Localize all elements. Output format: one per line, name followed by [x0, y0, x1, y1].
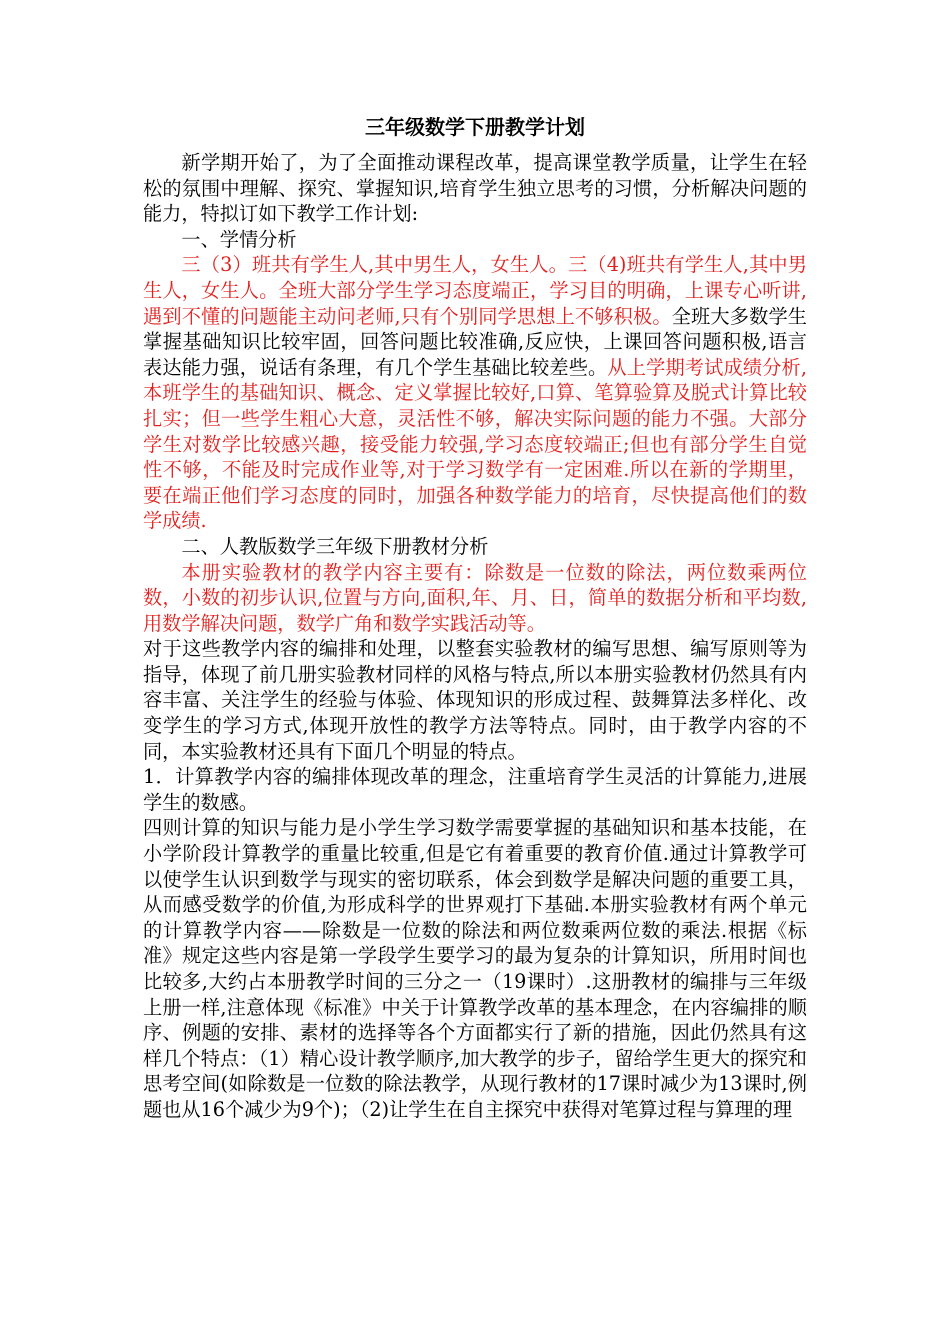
- point-1-heading: 1．计算教学内容的编排体现改革的理念，注重培育学生灵活的计算能力,进展学生的数感。: [143, 765, 807, 814]
- intro-paragraph: 新学期开始了，为了全面推动课程改革，提高课堂教学质量，让学生在轻松的氛围中理解、探究、掌握知识,培育学生独立思考的习惯，分析解决问题的能力，特拟订如下教学工作计划:: [143, 151, 807, 226]
- section-2-heading: 二、人教版数学三年级下册教材分析: [181, 534, 489, 558]
- section-2-body-paragraph: 对于这些教学内容的编排和处理，以整套实验教材的编写思想、编写原则等为指导，体现了前几册实验教材同样的风格与特点,所以本册实验教材仍然具有内容丰富、关注学生的经验与体验、体现知识的形成过程、鼓舞算法多样化、改变学生的学习方式,体现开放性的教学方法等特点。同时，由于教学内容的不同，本实验教材还具有下面几个明显的特点。: [143, 637, 807, 763]
- section-2-content-summary: 本册实验教材的教学内容主要有：除数是一位数的除法，两位数乘两位数，小数的初步认识,位置与方向,面积,年、月、日，简单的数据分析和平均数,用数学解决问题，数学广角和数学实践活动等。: [143, 560, 807, 635]
- basic-knowledge-text: 全班大多数学生掌握基础知识比较牢固，回答问题比较准确,反应快，上课回答问题积极,语言表达能力强，说话有条理，有几个学生基础比较差些。: [143, 304, 807, 379]
- document-page: [143, 112, 807, 1123]
- class-overview-text: 三（3）班共有学生人,其中男生人，女生人。三（4)班共有学生人,其中男生人，女生人。全班大部分学生学习态度端正，学习目的明确，上课专心听讲,遇到不懂的问题能主动问老师,只有个别同学思想上不够积极。: [143, 253, 807, 328]
- exam-analysis-text: 从上学期考试成绩分析,本班学生的基础知识、概念、定义掌握比较好,口算、笔算验算及脱式计算比较扎实；但一些学生粗心大意，灵活性不够，解决实际问题的能力不强。大部分学生对数学比较感兴趣，接受能力较强,学习态度较端正;但也有部分学生自觉性不够，不能及时完成作业等,对于学习数学有一定困难.所以在新的学期里，要在端正他们学习态度的同时，加强各种数学能力的培育，尽快提高他们的数学成绩.: [143, 355, 808, 533]
- point-1-body-paragraph: 四则计算的知识与能力是小学生学习数学需要掌握的基础知识和基本技能，在小学阶段计算教学的重量比较重,但是它有着重要的教育价值.通过计算教学可以使学生认识到数学与现实的密切联系，体会到数学是解决问题的重要工具，从而感受数学的价值,为形成科学的世界观打下基础.本册实验教材有两个单元的计算教学内容——除数是一位数的除法和两位数乘两位数的乘法.根据《标准》规定这些内容是第一学段学生要学习的最为复杂的计算知识，所用时间也比较多,大约占本册教学时间的三分之一（19课时）.这册教材的编排与三年级上册一样,注意体现《标准》中关于计算教学改革的基本理念，在内容编排的顺序、例题的安排、素材的选择等各个方面都实行了新的措施，因此仍然具有这样几个特点：（1）精心设计教学顺序,加大教学的步子，留给学生更大的探究和思考空间(如除数是一位数的除法教学，从现行教材的17课时减少为13课时,例题也从16个减少为9个)；（2)让学生在自主探究中获得对笔算过程与算理的理: [143, 816, 807, 1121]
- section-1-heading: 一、学情分析: [181, 227, 297, 251]
- section-1-paragraph: [143, 252, 807, 534]
- document-title: 三年级数学下册教学计划: [365, 115, 585, 139]
